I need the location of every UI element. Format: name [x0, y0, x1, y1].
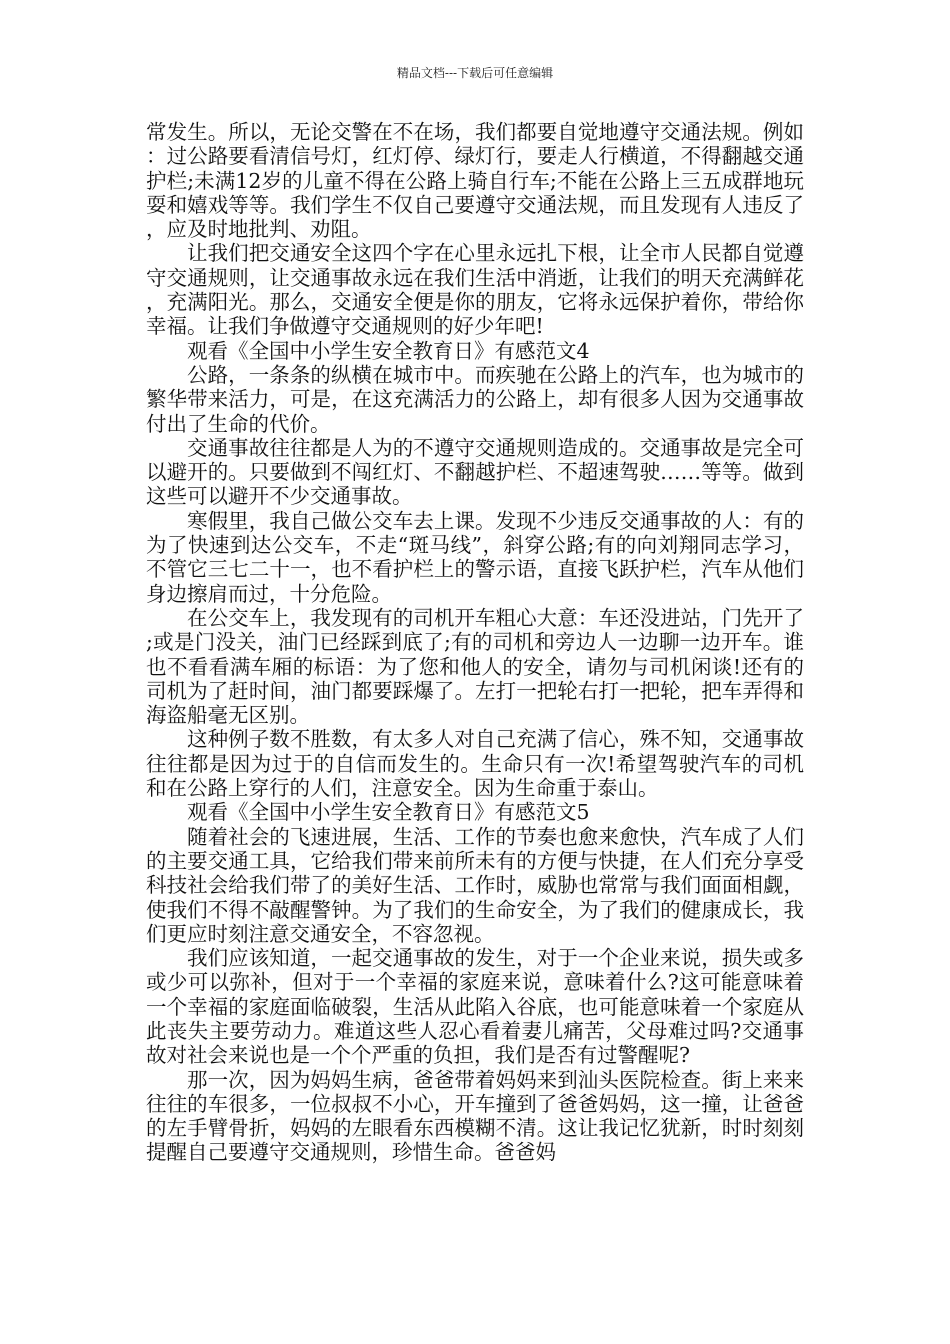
section-title-essay-5: 观看《全国中小学生安全教育日》有感范文5	[187, 800, 590, 825]
document-body	[146, 120, 804, 1165]
paragraph: 让我们把交通安全这四个字在心里永远扎下根，让全市人民都自觉遵守交通规则，让交通事故永远在我们生活中消逝，让我们的明天充满鲜花，充满阳光。那么，交通安全便是你的朋友，它将永远保护着你，带给你幸福。让我们争做遵守交通规则的好少年吧!	[146, 241, 804, 339]
paragraph: 寒假里，我自己做公交车去上课。发现不少违反交通事故的人：有的为了快速到达公交车，不走“斑马线”，斜穿公路;有的向刘翔同志学习，不管它三七二十一，也不看护栏上的警示语，直接飞跃护栏，汽车从他们身边擦肩而过，十分危险。	[146, 508, 804, 606]
paragraph: 随着社会的飞速进展，生活、工作的节奏也愈来愈快，汽车成了人们的主要交通工具，它给我们带来前所未有的方便与快捷，在人们充分享受科技社会给我们带了的美好生活、工作时，威胁也常常与我们面面相觑，使我们不得不敲醒警钟。为了我们的生命安全，为了我们的健康成长，我们更应时刻注意交通安全，不容忽视。	[146, 824, 804, 946]
paragraph: 公路，一条条的纵横在城市中。而疾驰在公路上的汽车，也为城市的繁华带来活力，可是，在这充满活力的公路上，却有很多人因为交通事故付出了生命的代价。	[146, 362, 804, 436]
paragraph: 这种例子数不胜数，有太多人对自己充满了信心，殊不知，交通事故往往都是因为过于的自信而发生的。生命只有一次!希望驾驶汽车的司机和在公路上穿行的人们，注意安全。因为生命重于泰山。	[146, 727, 804, 801]
paragraph-continuation: 常发生。所以，无论交警在不在场，我们都要自觉地遵守交通法规。例如：过公路要看清信号灯，红灯停、绿灯行，要走人行横道，不得翻越交通护栏;未满12岁的儿童不得在公路上骑自行车;不能在公路上三五成群地玩耍和嬉戏等等。我们学生不仅自己要遵守交通法规，而且发现有人违反了，应及时地批判、劝阻。	[146, 120, 804, 242]
paragraph: 我们应该知道，一起交通事故的发生，对于一个企业来说，损失或多或少可以弥补，但对于一个幸福的家庭来说，意味着什么?这可能意味着一个幸福的家庭面临破裂，生活从此陷入谷底，也可能意味着一个家庭从此丧失主要劳动力。难道这些人忍心看着妻儿痛苦，父母难过吗?交通事故对社会来说也是一个个严重的负担，我们是否有过警醒呢?	[146, 946, 804, 1068]
paragraph: 交通事故往往都是人为的不遵守交通规则造成的。交通事故是完全可以避开的。只要做到不闯红灯、不翻越护栏、不超速驾驶……等等。做到这些可以避开不少交通事故。	[146, 435, 804, 509]
paragraph: 在公交车上，我发现有的司机开车粗心大意：车还没进站，门先开了;或是门没关，油门已经踩到底了;有的司机和旁边人一边聊一边开车。谁也不看看满车厢的标语：为了您和他人的安全，请勿与司机闲谈!还有的司机为了赶时间，油门都要踩爆了。左打一把轮右打一把轮，把车弄得和海盗船毫无区别。	[146, 605, 804, 728]
page-header: 精品文档---下载后可任意编辑	[396, 66, 554, 80]
paragraph: 那一次，因为妈妈生病，爸爸带着妈妈来到汕头医院检查。街上来来往往的车很多，一位叔叔不小心，开车撞到了爸爸妈妈，这一撞，让爸爸的左手臂骨折，妈妈的左眼看东西模糊不清。这让我记忆犹新，时时刻刻提醒自己要遵守交通规则，珍惜生命。爸爸妈	[146, 1067, 804, 1165]
section-title-essay-4: 观看《全国中小学生安全教育日》有感范文4	[187, 338, 590, 363]
